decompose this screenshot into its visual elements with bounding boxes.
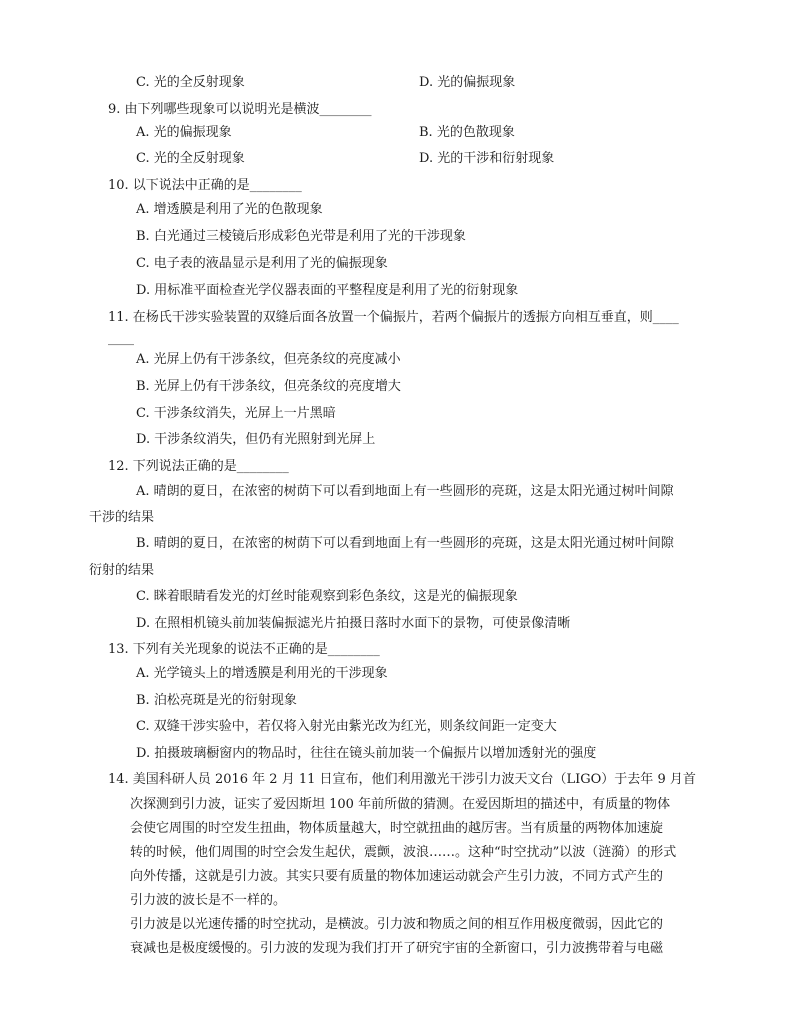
option-13a: A. 光学镜头上的增透膜是利用光的干涉现象 xyxy=(136,666,388,681)
question-14-line-7: 引力波是以光速传播的时空扰动，是横波。引力波和物质之间的相互作用极度微弱，因此它的 xyxy=(130,917,664,932)
option-9a: A. 光的偏振现象 xyxy=(136,125,232,140)
question-14-line-4: 转的时候，他们周围的时空会发生起伏，震颤，波浪……。这种“时空扰动”以波（涟漪）的形式 xyxy=(130,845,677,860)
question-14-line-3: 会使它周围的时空发生扭曲，物体质量越大，时空就扭曲的越厉害。当有质量的两物体加速旋 xyxy=(130,821,664,836)
question-10: 10. 以下说法中正确的是________ xyxy=(108,178,302,193)
option-12b-continued: 衍射的结果 xyxy=(89,563,155,578)
option-9d: D. 光的干涉和衍射现象 xyxy=(419,151,555,166)
option-11d: D. 干涉条纹消失，但仍有光照射到光屏上 xyxy=(136,432,376,447)
option-9b: B. 光的色散现象 xyxy=(419,125,515,140)
option-9c: C. 光的全反射现象 xyxy=(136,151,245,166)
option-10d: D. 用标准平面检查光学仪器表面的平整程度是利用了光的衍射现象 xyxy=(136,283,519,298)
option-13b: B. 泊松亮斑是光的衍射现象 xyxy=(136,693,297,708)
question-14-line-6: 引力波的波长是不一样的。 xyxy=(130,893,287,908)
question-14-line-5: 向外传播，这就是引力波。其实只要有质量的物体加速运动就会产生引力波，不同方式产生的 xyxy=(130,869,664,884)
question-14-line-2: 次探测到引力波，证实了爱因斯坦 100 年前所做的猜测。在爱因斯坦的描述中，有质量的物体 xyxy=(130,797,671,812)
option-8d: D. 光的偏振现象 xyxy=(419,75,516,90)
question-14-line-8: 衰减也是极度缓慢的。引力波的发现为我们打开了研究宇宙的全新窗口，引力波携带着与电磁 xyxy=(130,941,664,956)
option-10b: B. 白光通过三棱镜后形成彩色光带是利用了光的干涉现象 xyxy=(136,229,466,244)
option-13d: D. 拍摄玻璃橱窗内的物品时，往往在镜头前加装一个偏振片以增加透射光的强度 xyxy=(136,746,597,761)
option-12a-continued: 干涉的结果 xyxy=(89,510,155,525)
option-11b: B. 光屏上仍有干涉条纹，但亮条纹的亮度增大 xyxy=(136,379,401,394)
option-10a: A. 增透膜是利用了光的色散现象 xyxy=(136,202,323,217)
option-10c: C. 电子表的液晶显示是利用了光的偏振现象 xyxy=(136,256,388,271)
question-11-blank: ____ xyxy=(108,331,134,346)
question-13: 13. 下列有关光现象的说法不正确的是________ xyxy=(108,642,380,657)
option-11a: A. 光屏上仍有干涉条纹，但亮条纹的亮度减小 xyxy=(136,352,401,367)
question-9: 9. 由下列哪些现象可以说明光是横波________ xyxy=(108,102,372,117)
option-8c: C. 光的全反射现象 xyxy=(136,75,245,90)
option-13c: C. 双缝干涉实验中，若仅将入射光由紫光改为红光，则条纹间距一定变大 xyxy=(136,719,557,734)
option-12c: C. 眯着眼睛看发光的灯丝时能观察到彩色条纹，这是光的偏振现象 xyxy=(136,589,518,604)
question-11: 11. 在杨氏干涉实验装置的双缝后面各放置一个偏振片，若两个偏振片的透振方向相互垂直，则____ xyxy=(108,310,679,325)
option-12d: D. 在照相机镜头前加装偏振滤光片拍摄日落时水面下的景物，可使景像清晰 xyxy=(136,616,571,631)
question-14: 14. 美国科研人员 2016 年 2 月 11 日宣布，他们利用激光干涉引力波天文台（LIGO）于去年 9 月首 xyxy=(108,772,696,787)
option-12b: B. 晴朗的夏日，在浓密的树荫下可以看到地面上有一些圆形的亮斑，这是太阳光通过树叶间隙 xyxy=(136,536,674,551)
question-12: 12. 下列说法正确的是________ xyxy=(108,459,289,474)
option-12a: A. 晴朗的夏日，在浓密的树荫下可以看到地面上有一些圆形的亮斑，这是太阳光通过树叶间隙 xyxy=(136,484,674,499)
option-11c: C. 干涉条纹消失，光屏上一片黑暗 xyxy=(136,406,336,421)
